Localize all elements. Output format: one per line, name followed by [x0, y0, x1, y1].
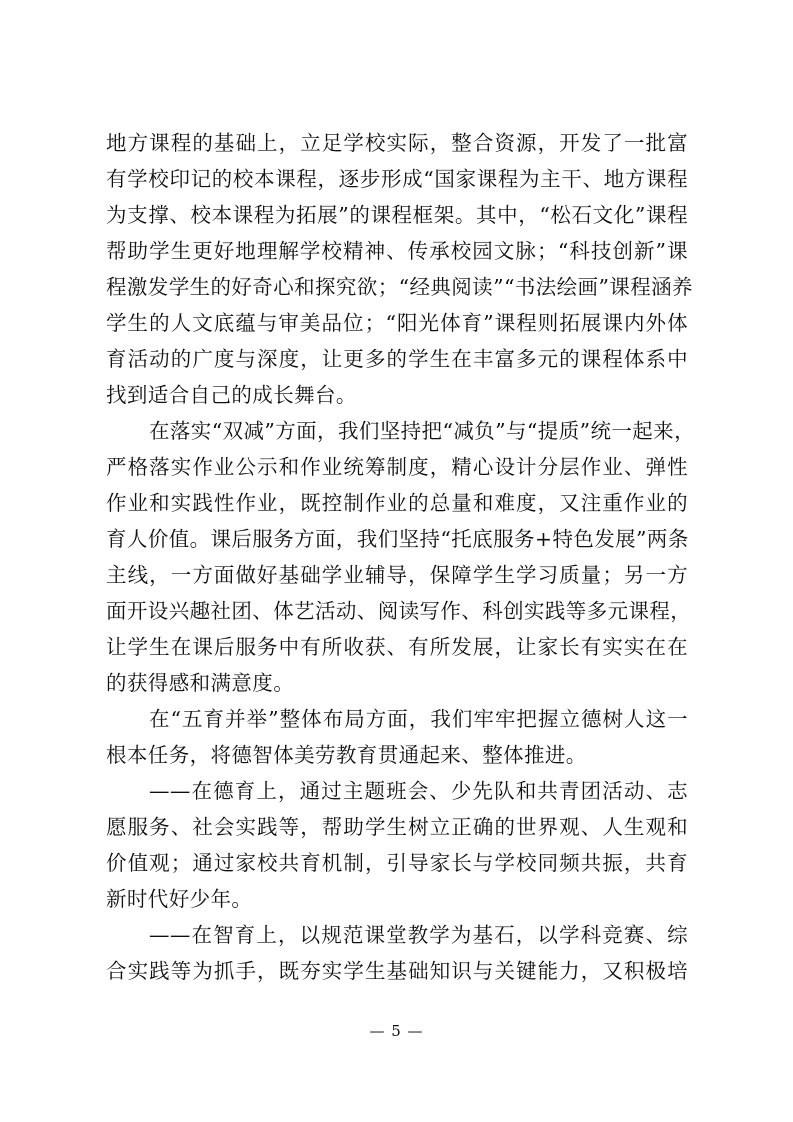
- text-line: 让学生在课后服务中有所收获、有所发展，让家长有实实在在: [106, 635, 688, 659]
- text-line: 严格落实作业公示和作业统筹制度，精心设计分层作业、弹性: [106, 455, 688, 479]
- paragraph-p1: [106, 125, 693, 413]
- text-line: 合实践等为抓手，既夯实学生基础知识与关键能力，又积极培: [106, 959, 688, 983]
- text-line: 有学校印记的校本课程，逐步形成“国家课程为主干、地方课程: [106, 167, 688, 191]
- text-line: 找到适合自己的成长舞台。: [106, 383, 357, 407]
- text-line: 在落实“双减”方面，我们坚持把“减负”与“提质”统一起来，: [149, 419, 695, 443]
- page-number: — 5 —: [369, 1022, 424, 1040]
- text-line: 愿服务、社会实践等，帮助学生树立正确的世界观、人生观和: [106, 815, 688, 839]
- text-line: 面开设兴趣社团、体艺活动、阅读写作、科创实践等多元课程，: [106, 599, 692, 623]
- text-line: 价值观；通过家校共育机制，引导家长与学校同频共振，共育: [106, 851, 688, 875]
- paragraph-p3: [106, 701, 688, 773]
- paragraph-p2: [106, 413, 695, 701]
- text-line: 育人价值。课后服务方面，我们坚持“托底服务+特色发展”两条: [106, 527, 689, 551]
- text-line: 为支撑、校本课程为拓展”的课程框架。其中，“松石文化”课程: [106, 203, 688, 227]
- paragraph-p4: [106, 773, 688, 917]
- text-line: ——在德育上，通过主题班会、少先队和共青团活动、志: [149, 779, 688, 803]
- text-line: 主线，一方面做好基础学业辅导，保障学生学习质量；另一方: [106, 563, 688, 587]
- text-line: 在“五育并举”整体布局方面，我们牢牢把握立德树人这一: [149, 707, 688, 731]
- text-line: 的获得感和满意度。: [106, 671, 295, 695]
- text-line: 新时代好少年。: [106, 887, 253, 911]
- text-line: 程激发学生的好奇心和探究欲；“经典阅读”“书法绘画”课程涵养: [106, 275, 693, 299]
- text-line: 帮助学生更好地理解学校精神、传承校园文脉；“科技创新”课: [106, 239, 688, 263]
- paragraph-p5: [106, 917, 688, 989]
- document-body: [106, 125, 695, 989]
- text-line: 学生的人文底蕴与审美品位；“阳光体育”课程则拓展课内外体: [106, 311, 688, 335]
- text-line: 育活动的广度与深度，让更多的学生在丰富多元的课程体系中: [106, 347, 688, 371]
- text-line: 根本任务，将德智体美劳教育贯通起来、整体推进。: [106, 743, 587, 767]
- text-line: 作业和实践性作业，既控制作业的总量和难度，又注重作业的: [106, 491, 688, 515]
- text-line: 地方课程的基础上，立足学校实际，整合资源，开发了一批富: [106, 131, 688, 155]
- text-line: ——在智育上，以规范课堂教学为基石，以学科竞赛、综: [149, 923, 688, 947]
